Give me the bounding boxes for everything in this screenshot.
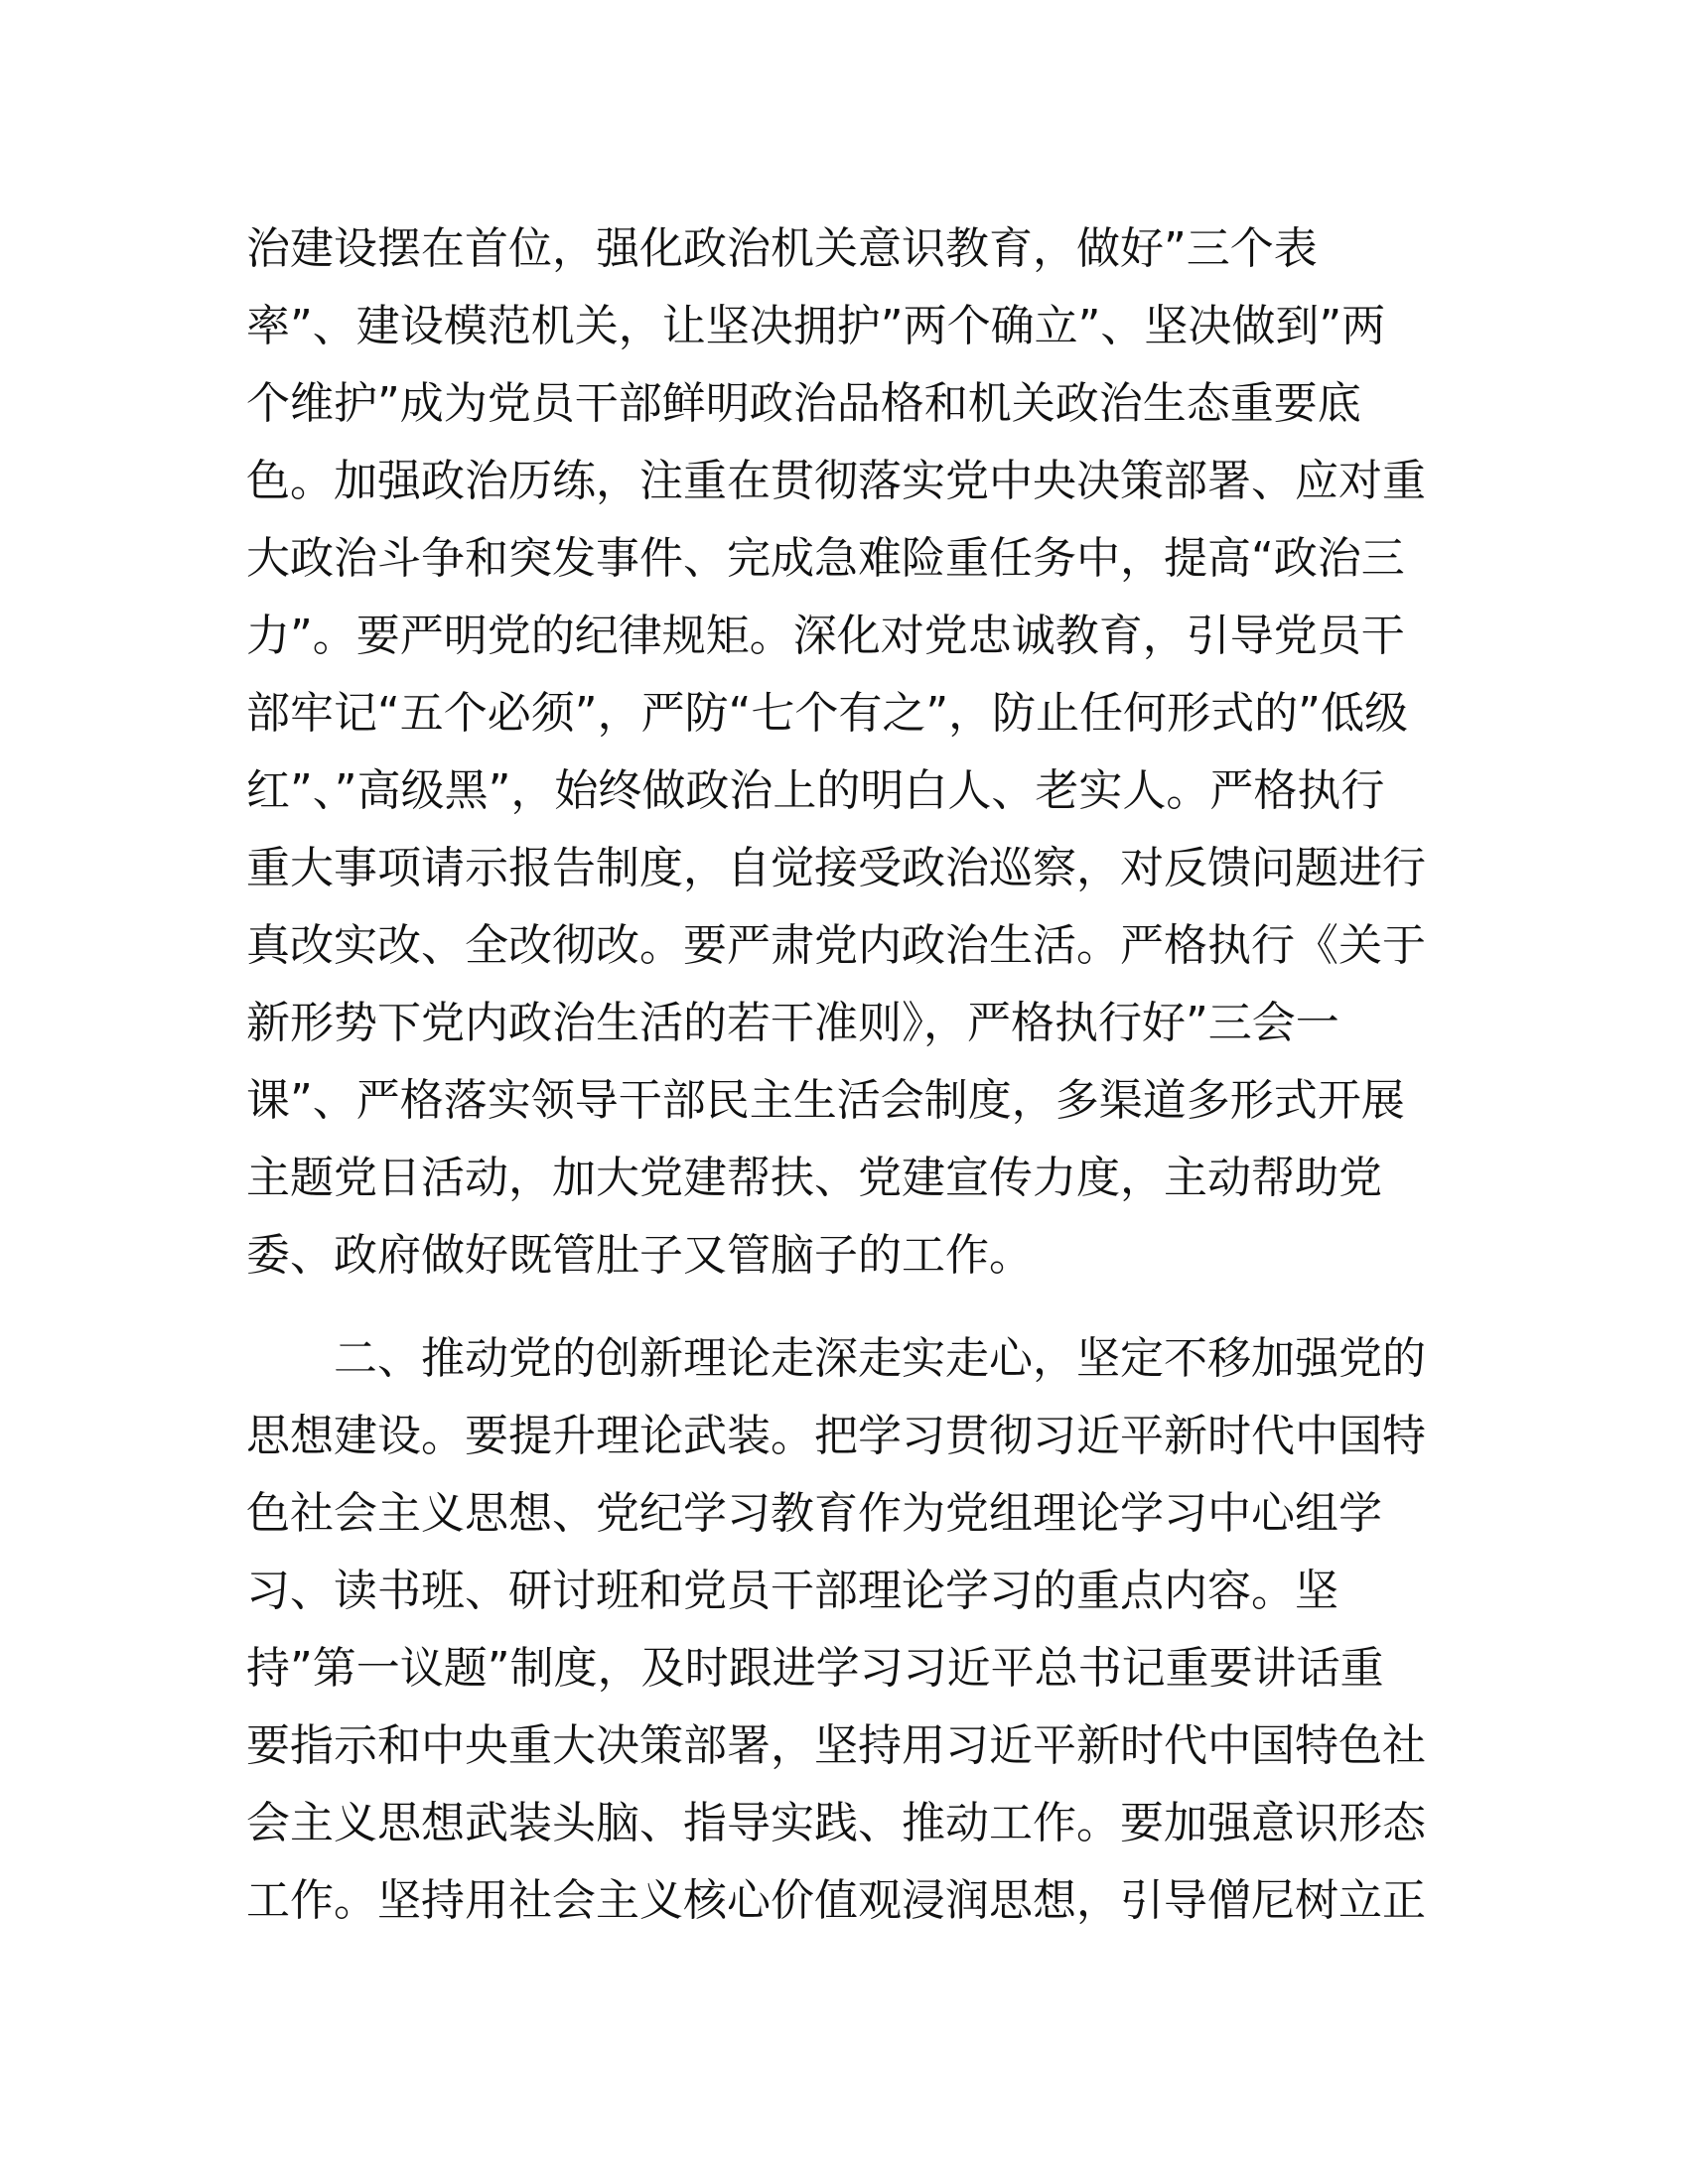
text-line: 二、推动党的创新理论走深走实走心，坚定不移加强党的	[246, 1333, 1426, 1384]
text-line: 率”、建设模范机关，让坚决拥护”两个确立”、坚决做到”两	[246, 301, 1386, 351]
text-line: 部牢记“五个必须”，严防“七个有之”，防止任何形式的”低级	[246, 688, 1408, 739]
text-line: 新形势下党内政治生活的若干准则》，严格执行好”三会一	[246, 998, 1339, 1048]
text-line: 思想建设。要提升理论武装。把学习贯彻习近平新时代中国特	[246, 1411, 1426, 1461]
text-line: 色。加强政治历练，注重在贯彻落实党中央决策部署、应对重	[246, 456, 1426, 506]
text-line: 要指示和中央重大决策部署，坚持用习近平新时代中国特色社	[246, 1720, 1426, 1771]
text-line: 重大事项请示报告制度，自觉接受政治巡察，对反馈问题进行	[246, 843, 1426, 893]
paragraph-spacing	[246, 1295, 1438, 1320]
body-text	[246, 210, 1438, 1940]
text-line: 会主义思想武装头脑、指导实践、推动工作。要加强意识形态	[246, 1798, 1426, 1848]
text-line: 主题党日活动，加大党建帮扶、党建宣传力度，主动帮助党	[246, 1153, 1382, 1203]
text-line: 色社会主义思想、党纪学习教育作为党组理论学习中心组学	[246, 1488, 1382, 1539]
text-line: 真改实改、全改彻改。要严肃党内政治生活。严格执行《关于	[246, 920, 1426, 971]
text-line: 委、政府做好既管肚子又管脑子的工作。	[246, 1230, 1033, 1281]
text-line: 大政治斗争和突发事件、完成急难险重任务中，提高“政治三	[246, 533, 1405, 584]
text-line: 习、读书班、研讨班和党员干部理论学习的重点内容。坚	[246, 1566, 1338, 1616]
paragraph-1	[246, 210, 1438, 1295]
text-line: 力”。要严明党的纪律规矩。深化对党忠诚教育，引导党员干	[246, 611, 1405, 661]
paragraph-2	[246, 1320, 1438, 1940]
text-line: 课”、严格落实领导干部民主生活会制度，多渠道多形式开展	[246, 1075, 1405, 1126]
text-line: 持”第一议题”制度，及时跟进学习习近平总书记重要讲话重	[246, 1643, 1384, 1694]
text-line: 治建设摆在首位，强化政治机关意识教育，做好”三个表	[246, 223, 1318, 274]
text-line: 红”、”高级黑”，始终做政治上的明白人、老实人。严格执行	[246, 765, 1385, 816]
text-line: 工作。坚持用社会主义核心价值观浸润思想，引导僧尼树立正	[246, 1875, 1426, 1926]
text-line: 个维护”成为党员干部鲜明政治品格和机关政治生态重要底	[246, 378, 1361, 429]
